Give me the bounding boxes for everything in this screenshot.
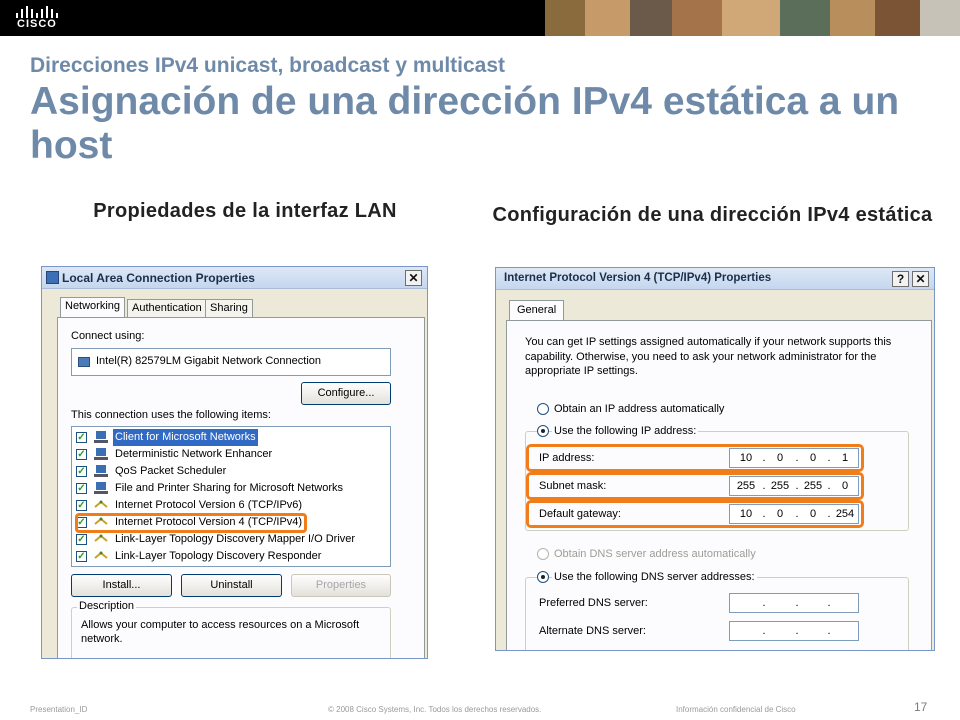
banner-photo	[830, 0, 875, 36]
network-protocol-icon	[94, 533, 108, 545]
list-item-label: QoS Packet Scheduler	[115, 465, 227, 477]
footer-confidential: Información confidencial de Cisco	[676, 705, 796, 714]
close-button[interactable]: ✕	[912, 271, 929, 287]
list-item-label: Link-Layer Topology Discovery Responder	[115, 550, 322, 562]
ip-dot: .	[827, 508, 831, 520]
adapter-name: Intel(R) 82579LM Gigabit Network Connection	[96, 355, 322, 367]
page-number: 17	[914, 700, 928, 714]
banner-photo	[780, 0, 830, 36]
checkbox-checked-icon[interactable]: ✓	[77, 449, 86, 460]
list-item-label: Client for Microsoft Networks	[113, 429, 258, 446]
ip-address-label: IP address:	[539, 452, 595, 464]
ipv4-properties-dialog	[495, 267, 935, 651]
gateway-octet: 10	[739, 508, 753, 520]
close-button[interactable]: ✕	[405, 270, 422, 286]
obtain-dns-auto-radio[interactable]	[537, 548, 549, 560]
banner-photo	[630, 0, 672, 36]
mask-octet: 255	[770, 480, 790, 492]
subnet-mask-highlight	[526, 472, 864, 500]
ip-dot: .	[795, 480, 799, 492]
network-service-icon	[94, 465, 108, 477]
list-item[interactable]	[76, 548, 386, 565]
list-item[interactable]	[76, 429, 386, 446]
footer-presentation-id: Presentation_ID	[30, 705, 88, 714]
alternate-dns-input[interactable]	[729, 621, 859, 641]
ip-octet: 1	[841, 452, 849, 464]
network-connection-icon	[46, 271, 59, 284]
list-item-label: Deterministic Network Enhancer	[115, 448, 273, 460]
banner-photo	[672, 0, 722, 36]
use-following-dns-label: Use the following DNS server addresses:	[554, 571, 755, 583]
banner-photo	[545, 0, 585, 36]
banner-photo	[722, 0, 780, 36]
ip-dot: .	[762, 452, 766, 464]
ip-dot: .	[795, 625, 799, 637]
list-item[interactable]	[76, 480, 386, 497]
list-item-label: Internet Protocol Version 6 (TCP/IPv6)	[115, 499, 303, 511]
tab-sharing[interactable]: Sharing	[205, 299, 253, 317]
ip-octet: 0	[776, 452, 784, 464]
tab-networking[interactable]: Networking	[60, 297, 125, 317]
use-following-ip-label: Use the following IP address:	[554, 425, 697, 437]
gateway-octet: 0	[809, 508, 817, 520]
obtain-dns-auto-label: Obtain DNS server address automatically	[554, 548, 756, 560]
tab-authentication[interactable]: Authentication	[127, 299, 207, 317]
connect-using-label: Connect using:	[71, 330, 145, 342]
preferred-dns-label: Preferred DNS server:	[539, 597, 648, 609]
network-protocol-icon	[94, 499, 108, 511]
preferred-dns-input[interactable]	[729, 593, 859, 613]
default-gateway-label: Default gateway:	[539, 508, 621, 520]
adapter-field	[71, 348, 391, 376]
checkbox-checked-icon[interactable]: ✓	[77, 551, 86, 562]
list-item-label: Internet Protocol Version 4 (TCP/IPv4)	[115, 516, 303, 528]
cisco-logo-bars-icon	[14, 6, 58, 18]
ip-dot: .	[827, 597, 831, 609]
network-protocol-icon	[94, 550, 108, 562]
help-button[interactable]: ?	[892, 271, 909, 287]
ip-dot: .	[762, 480, 766, 492]
description-text: Allows your computer to access resources on a Microsoft network.	[81, 619, 360, 645]
list-item[interactable]	[76, 446, 386, 463]
ip-address-highlight	[526, 444, 864, 472]
cisco-logo-text: CISCO	[17, 18, 57, 30]
checkbox-checked-icon[interactable]: ✓	[77, 500, 86, 511]
obtain-ip-auto-label: Obtain an IP address automatically	[554, 403, 725, 415]
dialog-titlebar[interactable]	[42, 267, 427, 289]
ip-dot: .	[795, 508, 799, 520]
dialog-titlebar[interactable]	[496, 268, 934, 290]
ip-octet: 0	[809, 452, 817, 464]
banner-photo	[875, 0, 920, 36]
use-following-dns-radio[interactable]	[537, 571, 549, 583]
intro-text: You can get IP settings assigned automatically if your network supports this capability. Otherwise, you need to ask your network administrator for the appropriate IP settings.	[525, 336, 892, 377]
use-following-ip-radio[interactable]	[537, 425, 549, 437]
lan-properties-dialog	[41, 266, 428, 659]
checkbox-checked-icon[interactable]: ✓	[77, 483, 86, 494]
dialog-title: Local Area Connection Properties	[62, 271, 255, 285]
ip-dot: .	[762, 597, 766, 609]
ip-octet: 10	[739, 452, 753, 464]
ipv4-item-highlight	[75, 513, 307, 533]
dialog-title: Internet Protocol Version 4 (TCP/IPv4) Properties	[504, 272, 772, 284]
alternate-dns-label: Alternate DNS server:	[539, 625, 646, 637]
ip-dot: .	[827, 625, 831, 637]
list-item[interactable]	[76, 497, 386, 514]
mask-octet: 0	[841, 480, 849, 492]
ip-dot: .	[795, 452, 799, 464]
uninstall-button[interactable]: Uninstall	[181, 574, 282, 597]
configure-button[interactable]: Configure...	[301, 382, 391, 405]
footer-copyright: © 2008 Cisco Systems, Inc. Todos los derechos reservados.	[328, 705, 542, 714]
mask-octet: 255	[736, 480, 756, 492]
description-label: Description	[79, 600, 135, 612]
cisco-logo	[10, 4, 70, 32]
banner-photo	[920, 0, 960, 36]
right-caption: Configuración de una dirección IPv4 estática	[492, 204, 933, 226]
top-banner	[0, 0, 960, 36]
default-gateway-highlight	[526, 500, 864, 528]
checkbox-checked-icon[interactable]: ✓	[77, 466, 86, 477]
page-title: Asignación de una dirección IPv4 estática a un host	[30, 80, 900, 167]
obtain-ip-auto-radio[interactable]	[537, 403, 549, 415]
checkbox-checked-icon[interactable]: ✓	[77, 534, 86, 545]
properties-button[interactable]: Properties	[291, 574, 391, 597]
banner-photo	[585, 0, 630, 36]
network-service-icon	[94, 482, 108, 494]
network-adapter-icon	[78, 357, 90, 367]
ip-dot: .	[827, 452, 831, 464]
left-caption: Propiedades de la interfaz LAN	[93, 200, 397, 222]
list-item[interactable]	[76, 463, 386, 480]
items-label: This connection uses the following items:	[71, 409, 271, 421]
general-panel	[506, 320, 932, 651]
install-button[interactable]: Install...	[71, 574, 172, 597]
checkbox-checked-icon[interactable]: ✓	[77, 517, 86, 528]
checkbox-checked-icon[interactable]: ✓	[77, 432, 86, 443]
list-item-label: Link-Layer Topology Discovery Mapper I/O Driver	[115, 533, 356, 545]
subnet-mask-label: Subnet mask:	[539, 480, 607, 492]
networking-panel	[57, 317, 425, 659]
ip-dot: .	[762, 508, 766, 520]
gateway-octet: 254	[835, 508, 855, 520]
ip-dot: .	[795, 597, 799, 609]
tab-general[interactable]: General	[509, 300, 564, 320]
gateway-octet: 0	[776, 508, 784, 520]
ip-dot: .	[762, 625, 766, 637]
list-item-label: File and Printer Sharing for Microsoft Networks	[115, 482, 344, 494]
list-item[interactable]	[76, 531, 386, 548]
mask-octet: 255	[803, 480, 823, 492]
network-service-icon	[94, 448, 108, 460]
components-list	[71, 426, 391, 567]
network-client-icon	[94, 431, 108, 443]
section-kicker: Direcciones IPv4 unicast, broadcast y multicast	[30, 54, 506, 77]
ip-dot: .	[827, 480, 831, 492]
